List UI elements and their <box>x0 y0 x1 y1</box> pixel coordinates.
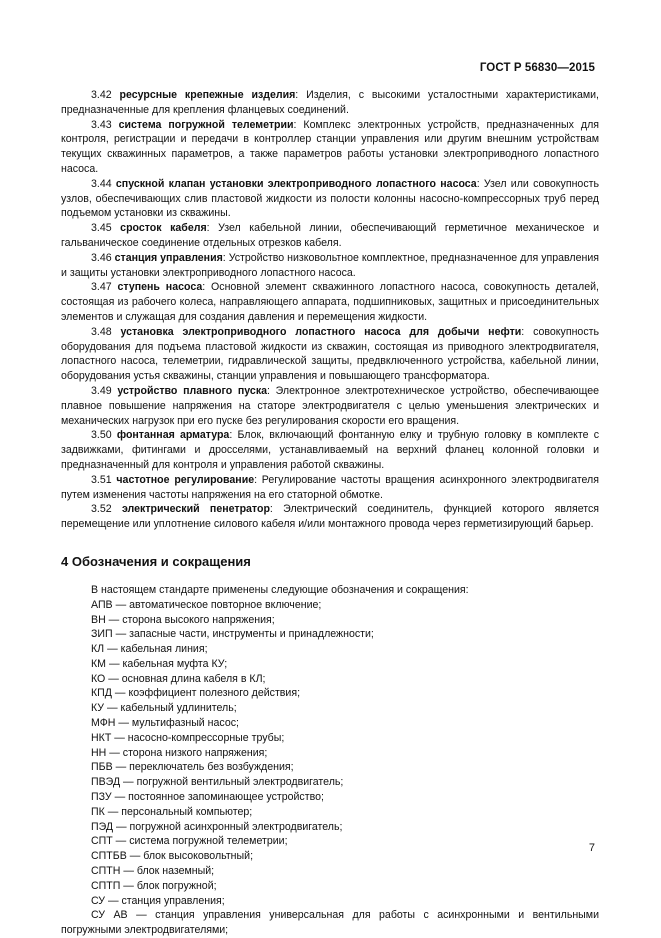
definition-term: ресурсные крепежные изделия <box>119 89 296 101</box>
abbreviation-item: ПК — персональный компьютер; <box>91 805 253 818</box>
definition-term: станция управления <box>114 251 223 264</box>
definition-text: : Узел кабельной линии, обеспечивающий герметичное механическое и гальваническое соединение отдельных отрезков кабеля. <box>61 222 599 249</box>
definition-term: ступень насоса <box>117 281 203 294</box>
abbreviation-item: СПТН — блок наземный; <box>91 865 215 878</box>
definition-item <box>61 473 599 503</box>
definition-term: система погружной телеметрии <box>118 118 294 131</box>
definition-item <box>61 118 599 177</box>
abbreviation-item: СУ — станция управления; <box>91 894 225 907</box>
definition-term: устройство плавного пуска <box>117 384 268 397</box>
definition-item <box>61 251 599 281</box>
definition-term: установка электроприводного лопастного насоса для добычи нефти <box>120 325 522 338</box>
abbreviation-item: ПЭД — погружной асинхронный электродвигатель; <box>91 820 343 833</box>
abbreviation-item: МФН — мультифазный насос; <box>91 717 239 730</box>
definition-text: : Блок, включающий фонтанную елку и трубную головку в комплекте с задвижками, фитингами и дросселями, устанавливаемый на верхний фланец колонной головки и предназначенный для контроля и управления работой скважины. <box>61 429 599 471</box>
abbreviation-item: ВН — сторона высокого напряжения; <box>91 613 275 626</box>
definition-item <box>61 428 599 472</box>
abbreviation-item: ПЗУ — постоянное запоминающее устройство; <box>91 791 324 804</box>
definition-item <box>61 325 599 384</box>
abbreviation-item: СПТБВ — блок высоковольтный; <box>91 850 254 863</box>
definition-number: 3.50 <box>91 429 112 442</box>
section-title: 4 Обозначения и сокращения <box>61 553 251 569</box>
definition-item <box>61 88 599 118</box>
definition-number: 3.43 <box>91 118 112 131</box>
abbreviation-item: НН — сторона низкого напряжения; <box>91 746 268 759</box>
document-header: ГОСТ Р 56830—2015 <box>479 62 595 74</box>
definition-number: 3.44 <box>91 177 112 190</box>
definition-number: 3.52 <box>91 503 112 516</box>
definition-text: : Комплекс электронных устройств, предназначенных для контроля, регистрации и передачи в контроллер станции управления или другим внешним устройствам текущих скважинных параметров, а также параметров работы установки электроприводного лопастного насоса. <box>61 118 599 175</box>
abbreviation-item: НКТ — насосно-компрессорные трубы; <box>91 731 285 744</box>
definition-text: : Электронное электротехническое устройство, обеспечивающее плавное повышение напряжения на статоре электродвигателя с целью уменьшения электрических и механических нагрузок при его пуске без регулирования скорости его вращения. <box>61 384 599 427</box>
abbreviation-item: КМ — кабельная муфта КУ; <box>91 657 228 670</box>
abbreviation-item: ПБВ — переключатель без возбуждения; <box>91 761 294 774</box>
definition-item <box>61 502 599 532</box>
definition-text: : Изделия, с высокими усталостными характеристиками, предназначенные для крепления фланцевых соединений. <box>61 89 599 116</box>
definition-term: электрический пенетратор <box>121 503 270 516</box>
page-content <box>61 88 599 938</box>
abbreviation-item: СПТ — система погружной телеметрии; <box>91 835 288 848</box>
abbreviation-item: КПД — коэффициент полезного действия; <box>91 687 301 700</box>
definition-item <box>61 384 599 428</box>
abbreviation-item: КУ — кабельный удлинитель; <box>91 702 237 715</box>
definition-text: : совокупность оборудования для подъема пластовой жидкости из скважин, состоящая из приводного электродвигателя, лопастного насоса, телеметрии, гидравлической защиты, предвключенного устройства, кабельной линии, оборудования устья скважины, станции управления и повышающего трансформатора. <box>61 325 599 383</box>
definition-term: фонтанная арматура <box>116 429 230 442</box>
definitions-list <box>61 88 599 532</box>
abbreviation-item: СУ АВ — станция управления универсальная для работы с асинхронными и вентильными погружными электродвигателями; <box>61 909 599 937</box>
definition-number: 3.47 <box>91 281 112 294</box>
definition-text: : Электрический соединитель, функцией которого является перемещение или уплотнение силового кабеля и/или монтажного провода через герметизирующий барьер. <box>61 503 599 531</box>
definition-text: : Основной элемент скважинного лопастного насоса, совокупность деталей, состоящая из рабочего колеса, направляющего аппарата, подшипниковых, защитных и присоединительных элементов и служащая для создания давления и перемещения жидкости. <box>61 281 599 323</box>
definition-text: : Регулирование частоты вращения асинхронного электродвигателя путем изменения частоты напряжения на его статорной обмотке. <box>61 473 599 501</box>
definition-number: 3.42 <box>91 89 112 101</box>
abbreviation-item: ПВЭД — погружной вентильный электродвигатель; <box>91 776 344 789</box>
definition-item <box>61 221 599 251</box>
definition-number: 3.48 <box>91 325 112 338</box>
definition-term: спускной клапан установки электроприводного лопастного насоса <box>115 177 477 190</box>
definition-item <box>61 280 599 324</box>
page-number: 7 <box>588 842 595 854</box>
abbreviation-item: СПТП — блок погружной; <box>91 879 217 892</box>
definition-term: сросток кабеля <box>120 222 207 235</box>
definition-number: 3.45 <box>91 222 112 235</box>
abbreviation-item: КЛ — кабельная линия; <box>91 643 208 656</box>
definition-term: частотное регулирование <box>116 473 255 486</box>
definition-number: 3.46 <box>91 251 112 264</box>
abbreviation-item: КО — основная длина кабеля в КЛ; <box>91 672 266 685</box>
abbreviations-list <box>61 598 599 938</box>
definition-number: 3.51 <box>91 473 112 486</box>
definition-number: 3.49 <box>91 384 112 397</box>
abbreviation-item: ЗИП — запасные части, инструменты и принадлежности; <box>91 628 374 641</box>
definition-text: : Узел или совокупность узлов, обеспечивающих слив пластовой жидкости из полости колонны насосно-компрессорных труб перед подъемом установки из скважины. <box>61 177 599 220</box>
abbreviation-item: АПВ — автоматическое повторное включение; <box>91 598 322 611</box>
section-intro: В настоящем стандарте применены следующие обозначения и сокращения: <box>91 583 469 596</box>
definition-text: : Устройство низковольтное комплектное, предназначенное для управления и защиты установки электроприводного лопастного насоса. <box>61 251 599 279</box>
definition-item <box>61 177 599 221</box>
